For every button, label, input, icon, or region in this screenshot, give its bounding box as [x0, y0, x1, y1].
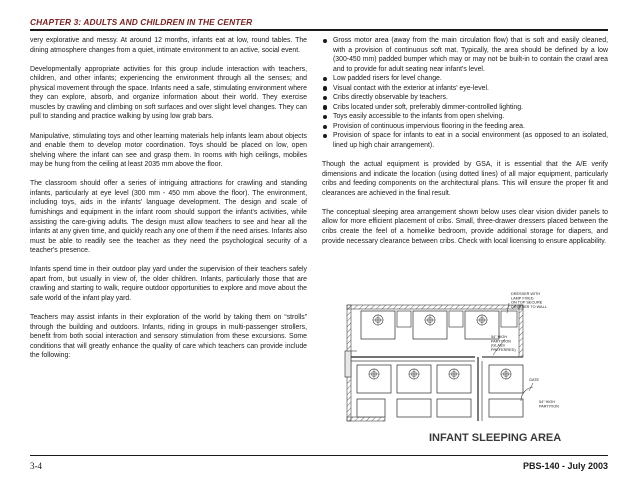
- chapter-title: CHAPTER 3: ADULTS AND CHILDREN IN THE CENTER: [30, 17, 253, 27]
- south-wall: [347, 417, 385, 421]
- dresser-label-line: DRESSER TO WALL: [511, 304, 547, 309]
- paragraph: very explorative and messy. At around 12 months, infants eat at low, round tables. The dining atmosphere changes from a quiet, intimate environment to an active, social event.: [30, 37, 307, 54]
- partition-label-line: 54" HIGH: [539, 400, 556, 404]
- paragraph: The conceptual sleeping area arrangement shown below uses clear vision divider panels to allow for more efficient placement of cribs. Small, three-drawer dressers placed between the cribs create the feel of a homelike bedroom, provide additional storage for diapers, and provide necessary clearance between cribs. Check with local licensing to ensure applicability.: [322, 208, 608, 245]
- infant-sleeping-area-diagram: [343, 291, 587, 453]
- dresser: [449, 311, 463, 327]
- page-number: 3-4: [30, 461, 42, 471]
- partition-glass-label-line: 54" HIGH: [491, 335, 508, 339]
- list-item: Visual contact with the exterior at infants' eye-level.: [322, 84, 608, 94]
- door: [345, 351, 351, 377]
- paragraph: Manipulative, stimulating toys and other learning materials help infants learn about objects and enable them to develop motor coordination. Toys should be placed on low, open shelving where the infant can see and grasp them. In rooms with high ceilings, mobiles may be hung from the ceiling at least 2035 mm above the floor.: [30, 132, 307, 169]
- list-item: Provision of continuous impervious flooring in the feeding area.: [322, 122, 608, 132]
- dresser: [501, 311, 517, 327]
- left-column: [30, 36, 307, 370]
- partition-glass-label-line: PARTITION: [491, 339, 511, 344]
- list-item: Provision of space for infants to eat in a social environment (as opposed to an isolated, lined up high chair arrangement).: [322, 131, 608, 150]
- paragraph: Infants spend time in their outdoor play yard under the supervision of their teachers safely apart from, but usually in view of, the older children. Infants, particularly those that are crawling and starting to walk, require outdoor opportunities to explore and move about the safe world of the infant play yard.: [30, 266, 307, 302]
- partition-label-line: PARTITION: [539, 404, 559, 409]
- paragraph: Developmentally appropriate activities for this group include interaction with teachers, children, and other infants; experiencing the environment through all the senses; and physical movement through the space. Infants need a safe, stimulating environment where they can explore, absorb, and organize information about their world. They exercise muscles by crawling and climbing on soft surfaces and over slight level changes. They can pull to standing and practice walking by using low grab bars.: [30, 65, 307, 121]
- document-id: PBS-140 - July 2003: [522, 461, 608, 471]
- partition-glass-label-line: PREFERRED): [491, 347, 516, 352]
- right-column: [322, 36, 608, 256]
- crib: [437, 399, 471, 417]
- diagram-title: INFANT SLEEPING AREA: [429, 432, 562, 444]
- dresser-label-line: DRESSER WITH: [511, 292, 541, 296]
- dresser: [397, 311, 411, 327]
- paragraph: The classroom should offer a series of intriguing attractions for crawling and standing infants, particularly at eye level (300 mm - 450 mm above the floor). The environment, including toys, aids in the infants' language development. The design and scale of furnishings and equipment in the infant room should support the infant's activities, while assisting the care-giving adults. The design must allow teachers to see and hear all the infants at any given time, and quickly reach any one of them if the need arises. Infants also must be able to readily see the teacher as they need the psychological security of a teacher's presence.: [30, 180, 307, 255]
- crib: [489, 399, 523, 417]
- crib: [397, 365, 431, 393]
- paragraph: Though the actual equipment is provided by GSA, it is essential that the A/E verify dimensions and indicate the location (using dotted lines) of all major equipment, particularly cribs and feeding components on the architectural plans. This will ensure the proper fit and clearances are achieved in the final result.: [322, 161, 608, 197]
- crib: [361, 311, 395, 339]
- dresser-label-line: LAMP FIXED: [511, 296, 534, 301]
- crib: [357, 399, 385, 417]
- east-wall: [519, 305, 523, 357]
- gate-label: GATE: [529, 378, 540, 382]
- north-wall: [347, 305, 523, 309]
- footer-rule: [30, 455, 608, 456]
- conditions-list: [322, 36, 608, 151]
- crib: [413, 311, 447, 339]
- dresser-label-line: ON TOP SECURE: [511, 300, 543, 305]
- list-item: Cribs directly observable by teachers.: [322, 93, 608, 103]
- partition-glass-label-line: (GLASS: [491, 343, 505, 348]
- paragraph: Teachers may assist infants in their exploration of the world by taking them on “strolls” through the building and outdoors. Infants, riding in groups in multi-passenger strollers, benefit from both social interaction and sensory stimulation from these excursions. Some conditions that will greatly enhance the quality of care which teachers can provide include the following:: [30, 314, 307, 360]
- list-item: Gross motor area (away from the main circulation flow) that is soft and easily cleaned, with a provision of continuous soft mat. Typically, the area should be defined by a low (300-450 mm) padded bumper which may or may not be built-in to contain the crawl area and to provide for adult seating near infant's level.: [322, 36, 608, 74]
- header-rule: [30, 29, 608, 31]
- list-item: Cribs located under soft, preferably dimmer-controlled lighting.: [322, 103, 608, 113]
- crib: [397, 399, 431, 417]
- crib: [489, 365, 523, 393]
- list-item: Toys easily accessible to the infants from open shelving.: [322, 112, 608, 122]
- list-item: Low padded risers for level change.: [322, 74, 608, 84]
- crib: [437, 365, 471, 393]
- crib: [357, 365, 391, 393]
